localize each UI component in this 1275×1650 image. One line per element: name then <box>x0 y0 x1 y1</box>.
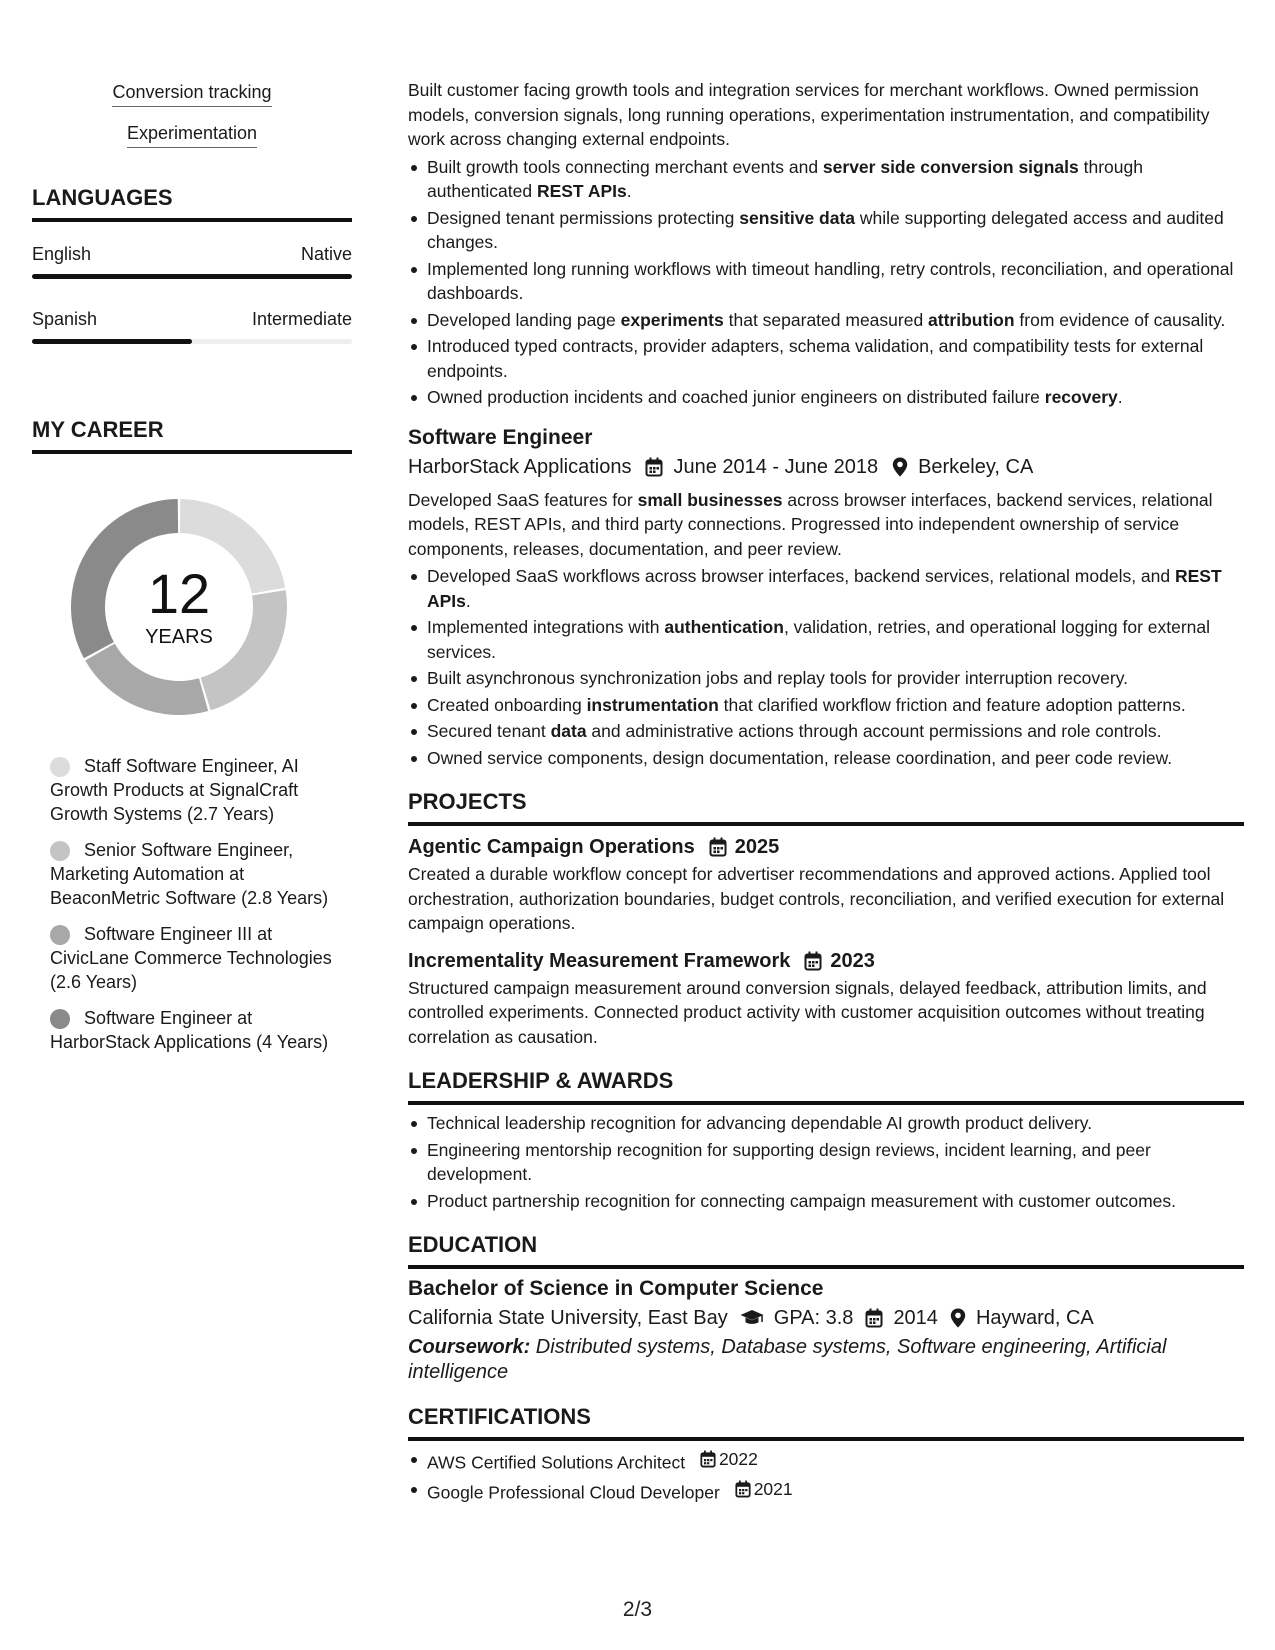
career-item-text: Staff Software Engineer, AI Growth Products at SignalCraft Growth Systems (2.7 Years) <box>50 756 299 824</box>
calendar-icon <box>700 1450 716 1468</box>
skill-item <box>32 121 352 148</box>
job-bullets <box>408 564 1244 770</box>
project-title: Incrementality Measurement Framework <box>408 949 791 972</box>
bullet-item <box>408 615 1244 664</box>
coursework <box>408 1335 1244 1385</box>
text-run: that separated measured <box>723 309 929 330</box>
leadership-item: Technical leadership recognition for advancing dependable AI growth product delivery. <box>408 1111 1244 1136</box>
project-title: Agentic Campaign Operations <box>408 836 695 858</box>
leadership-list <box>408 1111 1244 1213</box>
school-name: California State University, East Bay <box>408 1307 728 1329</box>
project-year: 2025 <box>734 836 780 858</box>
bold-text: server side conversion signals <box>822 156 1079 177</box>
language-name: English <box>32 244 92 264</box>
page-number: 2/3 <box>622 1598 653 1621</box>
graduation-year: 2014 <box>893 1307 938 1329</box>
certification-year: 2021 <box>753 1478 793 1499</box>
text-run: Owned service components, design documentation, release coordination, and peer code review. <box>427 747 1173 768</box>
job-meta <box>408 452 1244 482</box>
main-column <box>408 78 1244 1507</box>
project-item <box>408 832 1244 936</box>
text-run: that clarified workflow friction and feature adoption patterns. <box>718 694 1186 715</box>
text-run: . <box>626 181 632 201</box>
bold-text: experiments <box>620 309 724 330</box>
bold-text: REST APIs <box>536 181 627 201</box>
calendar-icon <box>735 1480 751 1498</box>
map-pin-icon <box>950 1308 966 1328</box>
bold-text: sensitive data <box>739 207 856 228</box>
language-name: Spanish <box>32 309 98 329</box>
skill-label: Conversion tracking <box>112 80 271 107</box>
bullet-item <box>408 746 1244 771</box>
education-meta <box>408 1303 1244 1333</box>
career-item <box>50 1006 352 1054</box>
project-year: 2023 <box>830 949 875 972</box>
prev-job-bullets <box>408 155 1244 410</box>
bullet-item <box>408 334 1244 383</box>
bullet-item <box>408 155 1244 204</box>
project-description: Created a durable workflow concept for advertiser recommendations and approved actions. Applied tool orchestration, authorization boundaries, budget controls, reconciliation, and verified execution for external campaign operations. <box>408 864 1225 933</box>
calendar-icon <box>709 837 727 857</box>
language-bar-fill <box>32 274 352 279</box>
career-heading: MY CAREER <box>32 416 352 454</box>
project-description: Structured campaign measurement around conversion signals, delayed feedback, attribution limits, and controlled experiments. Connected product activity with customer acquisition outcomes without treating correlation as causation. <box>408 977 1207 1047</box>
calendar-icon <box>865 1308 883 1328</box>
bold-text: attribution <box>928 309 1015 330</box>
career-dot <box>50 841 70 861</box>
bullet-item <box>408 257 1244 306</box>
language-bar <box>32 274 352 279</box>
text-run: through authenticated <box>427 156 1143 201</box>
career-years-total: 12 <box>147 562 211 625</box>
education-heading: EDUCATION <box>408 1231 1244 1269</box>
bullet-item <box>408 693 1244 718</box>
calendar-icon <box>804 951 822 971</box>
career-dot <box>50 757 70 777</box>
skill-label: Experimentation <box>127 121 257 148</box>
career-years-label: YEARS <box>145 626 213 648</box>
project-item <box>408 946 1244 1050</box>
job-location: Berkeley, CA <box>918 455 1034 478</box>
career-item <box>50 922 352 994</box>
career-item <box>50 754 352 826</box>
text-run: Created onboarding <box>427 694 587 715</box>
leadership-item: Product partnership recognition for connecting campaign measurement with customer outcomes. <box>408 1189 1244 1214</box>
language-level: Intermediate <box>251 309 352 329</box>
text-run: Developed SaaS features for <box>408 489 638 510</box>
donut-center <box>66 564 292 650</box>
job-title: Software Engineer <box>408 425 593 449</box>
career-list <box>32 754 352 1054</box>
career-donut-chart <box>66 494 292 720</box>
certification-name: Google Professional Cloud Developer <box>427 1482 720 1502</box>
career-dot <box>50 925 70 945</box>
certification-item <box>408 1447 1244 1475</box>
text-run: while supporting delegated access and audited changes. <box>427 207 1224 252</box>
coursework-label: Coursework: <box>408 1336 531 1358</box>
language-item <box>32 242 352 279</box>
donut-segment <box>85 644 208 715</box>
degree-title: Bachelor of Science in Computer Science <box>408 1277 824 1300</box>
career-item <box>50 838 352 910</box>
text-run: Introduced typed contracts, provider adapters, schema validation, and compatibility tests for external endpoints. <box>427 336 1204 381</box>
map-pin-icon <box>892 457 908 477</box>
certification-year: 2022 <box>718 1449 758 1469</box>
text-run: Owned production incidents and coached junior engineers on distributed failure <box>427 387 1045 407</box>
language-bar <box>32 339 352 344</box>
job-summary <box>408 488 1244 562</box>
projects-heading: PROJECTS <box>408 788 1244 826</box>
gpa: GPA: 3.8 <box>773 1307 854 1329</box>
languages-heading: LANGUAGES <box>32 184 352 222</box>
bullet-item <box>408 308 1244 333</box>
job-dates: June 2014 - June 2018 <box>673 455 879 478</box>
bold-text: instrumentation <box>586 694 719 715</box>
calendar-icon <box>645 457 663 477</box>
certification-item <box>408 1477 1244 1505</box>
text-run: Implemented integrations with <box>427 617 665 637</box>
certifications-heading: CERTIFICATIONS <box>408 1403 1244 1441</box>
bold-text: data <box>550 721 587 741</box>
career-dot <box>50 1009 70 1029</box>
text-run: across browser interfaces, backend services, relational models, REST APIs, and third party connections. Progressed into independent ownership of service components, releases, documentation, and peer review. <box>408 489 1213 559</box>
sidebar <box>32 80 352 1066</box>
skill-item <box>32 80 352 107</box>
text-run: Designed tenant permissions protecting <box>427 207 740 228</box>
prev-job-summary: Built customer facing growth tools and integration services for merchant workflows. Owned permission models, conversion signals, long running operations, experimentation instrumentation, and compatibility work across changing external endpoints. <box>408 80 1210 149</box>
leadership-heading: LEADERSHIP & AWARDS <box>408 1067 1244 1105</box>
text-run: . <box>1117 387 1123 407</box>
text-run: from evidence of causality. <box>1014 309 1226 330</box>
bullet-item <box>408 719 1244 744</box>
career-item-text: Software Engineer III at CivicLane Commerce Technologies (2.6 Years) <box>50 924 332 992</box>
career-item-text: Software Engineer at HarborStack Applications (4 Years) <box>50 1008 329 1052</box>
coursework-list: Distributed systems, Database systems, Software engineering, Artificial intelligence <box>408 1336 1167 1383</box>
bold-text: small businesses <box>637 489 783 510</box>
text-run: Developed landing page <box>427 309 621 330</box>
bold-text: recovery <box>1044 387 1118 407</box>
graduation-cap-icon <box>740 1309 764 1327</box>
text-run: Developed SaaS workflows across browser interfaces, backend services, relational models, and <box>427 566 1175 586</box>
bullet-item <box>408 564 1244 613</box>
text-run: , validation, retries, and operational logging for external services. <box>427 617 1211 662</box>
text-run: . <box>465 590 471 611</box>
leadership-item: Engineering mentorship recognition for supporting design reviews, incident learning, and peer development. <box>408 1138 1244 1187</box>
text-run: Built asynchronous synchronization jobs and replay tools for provider interruption recovery. <box>427 668 1129 688</box>
text-run: Implemented long running workflows with timeout handling, retry controls, reconciliation, and operational dashboards. <box>427 258 1234 303</box>
certifications-list <box>408 1447 1244 1505</box>
bold-text: authentication <box>664 617 784 637</box>
text-run: and administrative actions through account permissions and role controls. <box>586 721 1162 741</box>
job-company: HarborStack Applications <box>408 455 632 478</box>
text-run: Secured tenant <box>427 721 551 741</box>
language-item <box>32 307 352 344</box>
text-run: Built growth tools connecting merchant events and <box>427 156 823 177</box>
bold-text: REST APIs <box>427 566 1222 611</box>
certification-name: AWS Certified Solutions Architect <box>427 1452 686 1473</box>
bullet-item <box>408 666 1244 691</box>
school-location: Hayward, CA <box>975 1307 1094 1329</box>
bullet-item <box>408 385 1244 410</box>
language-level: Native <box>300 244 352 264</box>
career-item-text: Senior Software Engineer, Marketing Automation at BeaconMetric Software (2.8 Years) <box>50 840 329 908</box>
language-bar-fill <box>32 339 192 344</box>
bullet-item <box>408 206 1244 255</box>
